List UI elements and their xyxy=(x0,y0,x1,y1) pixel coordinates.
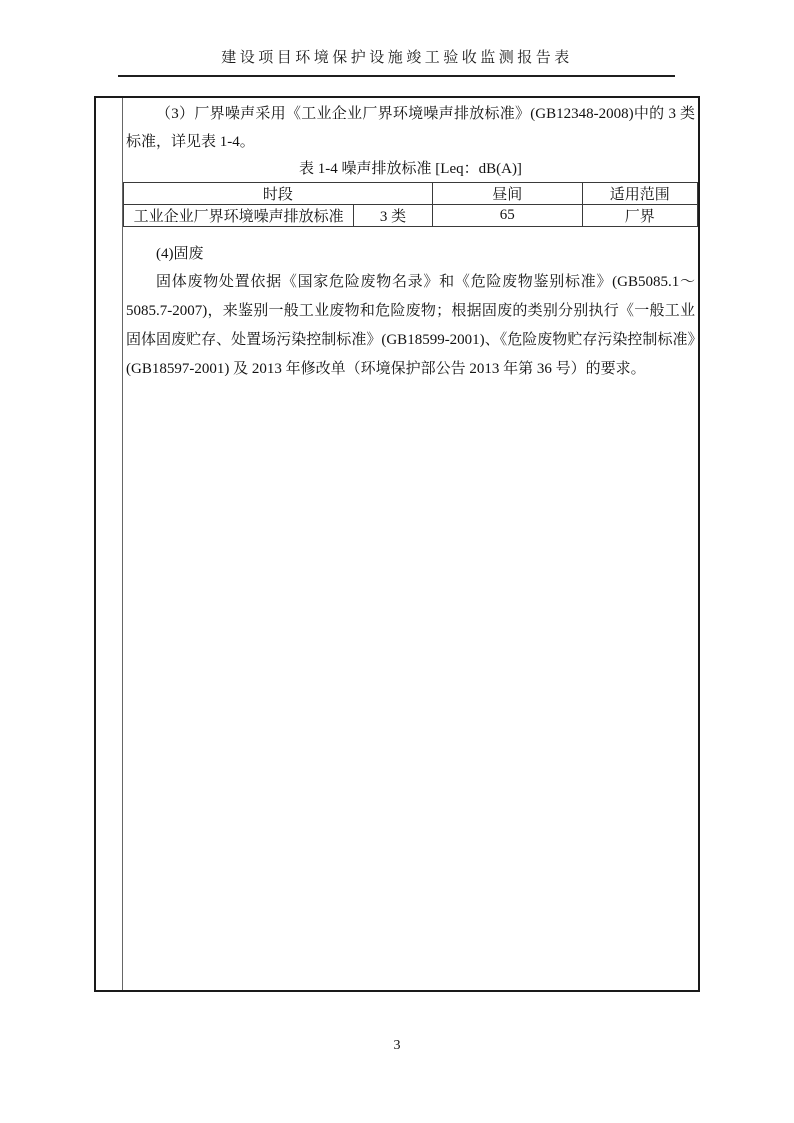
paragraph-solid-waste: 固体废物处置依据《国家危险废物名录》和《危险废物鉴别标准》(GB5085.1～5085.7-2007)，来鉴别一般工业废物和危险废物；根据固废的类别分别执行《一般工业固体固废贮存、处置场污染控制标准》(GB18599-2001)、《危险废物贮存污染控制标准》(GB18597-2001) 及 2013 年修改单（环境保护部公告 2013 年第 36 号）的要求。 xyxy=(126,274,695,377)
noise-table-caption: 表 1-4 噪声排放标准 [Leq：dB(A)] xyxy=(299,161,522,177)
header-cell-scope: 适用范围 xyxy=(582,183,697,205)
document-title: 建设项目环境保护设施竣工验收监测报告表 xyxy=(221,50,573,66)
data-cell-scope-value: 厂界 xyxy=(582,205,697,227)
noise-table-header-row xyxy=(124,183,698,205)
paragraph-solid-waste-heading: (4)固废 xyxy=(156,246,204,262)
report-form-border xyxy=(94,96,700,992)
header-cell-period: 时段 xyxy=(124,183,433,205)
form-content-cell xyxy=(123,98,698,990)
page-number: 3 xyxy=(393,1038,401,1053)
paragraph-noise-standard: （3）厂界噪声采用《工业企业厂界环境噪声排放标准》(GB12348-2008)中的 3 类标准，详见表 1-4。 xyxy=(126,106,695,150)
noise-standards-table xyxy=(123,182,698,227)
noise-table-data-row xyxy=(124,205,698,227)
data-cell-daytime-value: 65 xyxy=(432,205,582,227)
header-cell-daytime: 昼间 xyxy=(432,183,582,205)
data-cell-class: 3 类 xyxy=(354,205,433,227)
form-label-column-empty xyxy=(96,98,123,990)
header-rule xyxy=(118,75,675,77)
data-cell-standard-name: 工业企业厂界环境噪声排放标准 xyxy=(124,205,354,227)
